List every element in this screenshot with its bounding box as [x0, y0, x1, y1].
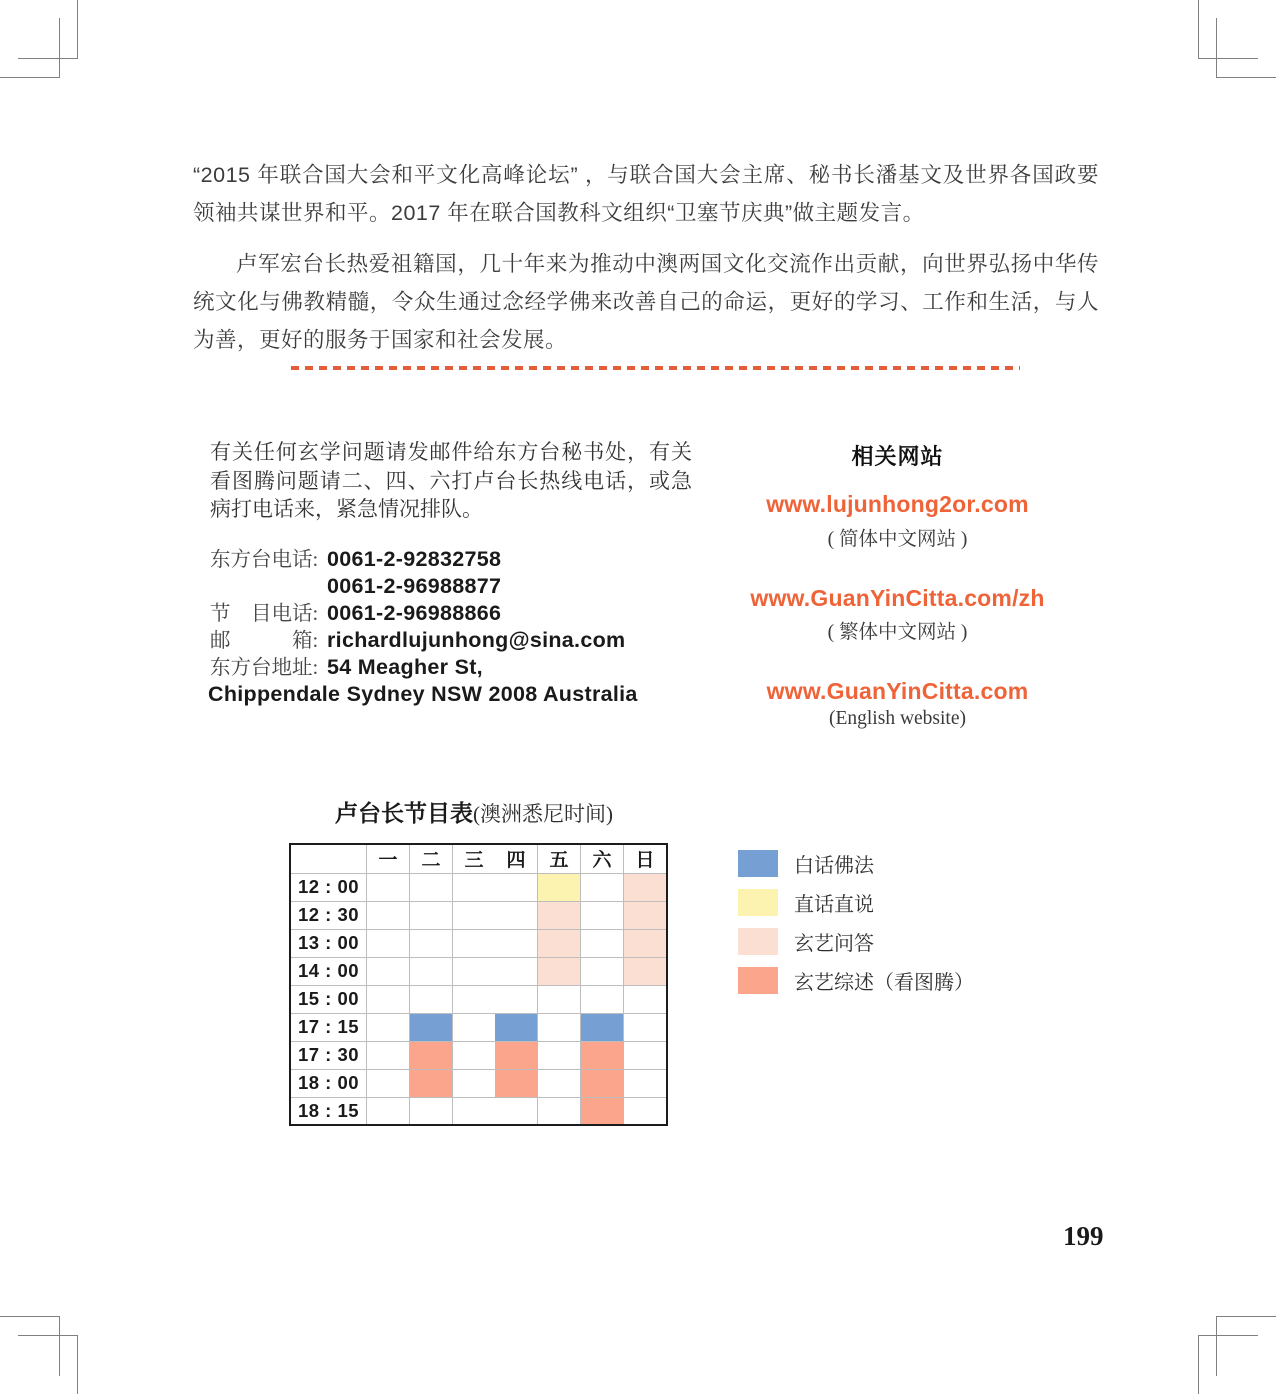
schedule-time-label: 18 : 00	[290, 1069, 367, 1097]
crop-mark-top-right	[1216, 77, 1276, 78]
schedule-cell	[453, 1041, 496, 1069]
contact-row-phone-1	[210, 546, 730, 573]
contact-row-email	[210, 627, 730, 654]
legend-label: 玄艺问答	[794, 933, 874, 955]
schedule-cell	[581, 1069, 624, 1097]
schedule-cell	[495, 1041, 538, 1069]
schedule-cell	[538, 873, 581, 901]
schedule-cell	[581, 873, 624, 901]
crop-mark-top-left	[59, 18, 60, 77]
schedule-cell	[410, 1069, 453, 1097]
website-url-traditional: www.GuanYinCitta.com/zh	[750, 585, 1045, 611]
contact-row-phone-2	[210, 573, 730, 600]
crop-mark-bottom-left	[59, 1317, 60, 1376]
schedule-cell	[624, 929, 668, 957]
schedule-cell	[410, 957, 453, 985]
schedule-day-header: 六	[581, 844, 624, 873]
schedule-cell	[624, 957, 668, 985]
schedule-cell	[495, 985, 538, 1013]
schedule-cell	[581, 1013, 624, 1041]
schedule-cell	[367, 1013, 410, 1041]
schedule-cell	[410, 1013, 453, 1041]
schedule-cell	[538, 1097, 581, 1125]
schedule-cell	[410, 873, 453, 901]
address-line-2: Chippendale Sydney NSW 2008 Australia	[208, 682, 638, 706]
schedule-cell	[453, 1097, 496, 1125]
schedule-cell	[538, 985, 581, 1013]
contact-info-block	[210, 546, 730, 708]
schedule-cell	[495, 1069, 538, 1097]
schedule-time-label: 14 : 00	[290, 957, 367, 985]
schedule-time-label: 17 : 15	[290, 1013, 367, 1041]
website-url-simplified: www.lujunhong2or.com	[766, 491, 1029, 517]
schedule-cell	[495, 1013, 538, 1041]
crop-mark-bottom-left	[77, 1336, 78, 1394]
crop-mark-top-right	[1216, 18, 1217, 77]
contact-row-address	[210, 654, 730, 681]
crop-mark-top-right	[1198, 58, 1258, 59]
intro-paragraph-1: “2015 年联合国大会和平文化高峰论坛” ，与联合国大会主席、秘书长潘基文及世界各国政要领袖共谋世界和平。2017 年在联合国教科文组织“卫塞节庆典”做主题发言。	[193, 163, 1099, 225]
contact-row-program-phone	[210, 600, 730, 627]
schedule-cell	[410, 985, 453, 1013]
schedule-cell	[495, 901, 538, 929]
street-address: 54 Meagher St,	[327, 655, 483, 679]
schedule-cell	[581, 957, 624, 985]
legend-item	[738, 888, 974, 915]
schedule-cell	[453, 985, 496, 1013]
schedule-cell	[538, 1069, 581, 1097]
website-caption-english: (English website)	[828, 708, 966, 729]
schedule-time-label: 12 : 00	[290, 873, 367, 901]
phone-number: 0061-2-96988866	[327, 601, 502, 625]
intro-paragraph-2: 卢军宏台长热爱祖籍国，几十年来为推动中澳两国文化交流作出贡献，向世界弘扬中华传统文化与佛教精髓，令众生通过念经学佛来改善自己的命运，更好的学习、工作和生活，与人为善，更好的服务于国家和社会发展。	[193, 252, 1099, 352]
email-address: richardlujunhong@sina.com	[327, 628, 626, 652]
schedule-cell	[495, 957, 538, 985]
schedule-title	[279, 795, 669, 828]
schedule-day-header: 三	[453, 844, 496, 873]
schedule-table	[289, 843, 668, 1126]
schedule-cell	[367, 985, 410, 1013]
schedule-time-label: 15 : 00	[290, 985, 367, 1013]
schedule-cell	[581, 901, 624, 929]
schedule-corner-cell	[290, 844, 367, 873]
schedule-cell	[367, 873, 410, 901]
crop-mark-top-left	[18, 58, 78, 59]
schedule-cell	[410, 1041, 453, 1069]
schedule-cell	[538, 957, 581, 985]
schedule-cell	[581, 1041, 624, 1069]
schedule-cell	[538, 901, 581, 929]
schedule-day-header: 日	[624, 844, 668, 873]
contact-label: 东方台电话:	[210, 549, 319, 571]
crop-mark-bottom-left	[0, 1316, 60, 1317]
legend-swatch-salmon	[738, 967, 778, 994]
schedule-cell	[367, 957, 410, 985]
schedule-cell	[367, 1041, 410, 1069]
schedule-cell	[410, 1097, 453, 1125]
crop-mark-bottom-right	[1198, 1335, 1258, 1336]
schedule-time-label: 12 : 30	[290, 901, 367, 929]
schedule-cell	[410, 929, 453, 957]
crop-mark-top-left	[77, 0, 78, 58]
crop-mark-bottom-right	[1216, 1316, 1276, 1317]
schedule-cell	[367, 929, 410, 957]
schedule-cell	[453, 873, 496, 901]
schedule-cell	[624, 873, 668, 901]
schedule-cell	[624, 1013, 668, 1041]
schedule-day-header: 二	[410, 844, 453, 873]
legend-swatch-pink	[738, 928, 778, 955]
schedule-cell	[367, 1069, 410, 1097]
schedule-cell	[453, 957, 496, 985]
schedule-cell	[624, 1069, 668, 1097]
legend-label: 玄艺综述（看图腾）	[794, 972, 974, 994]
schedule-title-timezone: (澳洲悉尼时间)	[473, 802, 613, 826]
schedule-cell	[495, 929, 538, 957]
legend-label: 白话佛法	[794, 855, 874, 877]
phone-number: 0061-2-96988877	[327, 574, 502, 598]
websites-title: 相关网站	[851, 444, 944, 469]
schedule-cell	[538, 1013, 581, 1041]
schedule-cell	[624, 985, 668, 1013]
website-url-english: www.GuanYinCitta.com	[766, 678, 1029, 704]
page-number: 199	[1063, 1221, 1104, 1251]
website-caption-simplified: ( 简体中文网站 )	[827, 529, 968, 550]
schedule-cell	[410, 901, 453, 929]
schedule-cell	[453, 901, 496, 929]
schedule-day-header: 一	[367, 844, 410, 873]
contact-label: 邮 箱:	[210, 630, 319, 652]
intro-text-block	[193, 156, 1099, 372]
legend-item	[738, 966, 974, 993]
schedule-cell	[581, 985, 624, 1013]
crop-mark-top-right	[1198, 0, 1199, 58]
schedule-cell	[581, 929, 624, 957]
schedule-cell	[624, 1041, 668, 1069]
schedule-legend	[738, 849, 974, 1005]
schedule-cell	[453, 929, 496, 957]
legend-swatch-blue	[738, 850, 778, 877]
schedule-cell	[495, 1097, 538, 1125]
schedule-cell	[453, 1069, 496, 1097]
legend-label: 直话直说	[794, 894, 874, 916]
schedule-cell	[367, 1097, 410, 1125]
schedule-time-label: 18 : 15	[290, 1097, 367, 1125]
dashed-divider	[291, 366, 1020, 370]
schedule-cell	[624, 1097, 668, 1125]
contact-label: 东方台地址:	[210, 657, 319, 679]
schedule-cell	[453, 1013, 496, 1041]
crop-mark-bottom-right	[1198, 1336, 1199, 1394]
schedule-day-header: 四	[495, 844, 538, 873]
schedule-time-label: 13 : 00	[290, 929, 367, 957]
schedule-title-main: 卢台长节目表	[335, 800, 473, 826]
contact-note: 有关任何玄学问题请发邮件给东方台秘书处，有关看图腾问题请二、四、六打卢台长热线电话，或急病打电话来，紧急情况排队。	[210, 440, 692, 521]
schedule-cell	[624, 901, 668, 929]
schedule-cell	[538, 929, 581, 957]
schedule-time-label: 17 : 30	[290, 1041, 367, 1069]
legend-item	[738, 849, 974, 876]
schedule-cell	[495, 873, 538, 901]
legend-swatch-yellow	[738, 889, 778, 916]
contact-label: 节 目电话:	[210, 603, 319, 625]
legend-item	[738, 927, 974, 954]
schedule-day-header: 五	[538, 844, 581, 873]
schedule-cell	[538, 1041, 581, 1069]
schedule-cell	[581, 1097, 624, 1125]
phone-number: 0061-2-92832758	[327, 547, 502, 571]
crop-mark-bottom-left	[18, 1335, 78, 1336]
crop-mark-top-left	[0, 77, 60, 78]
website-caption-traditional: ( 繁体中文网站 )	[827, 622, 968, 643]
schedule-cell	[367, 901, 410, 929]
crop-mark-bottom-right	[1216, 1317, 1217, 1376]
